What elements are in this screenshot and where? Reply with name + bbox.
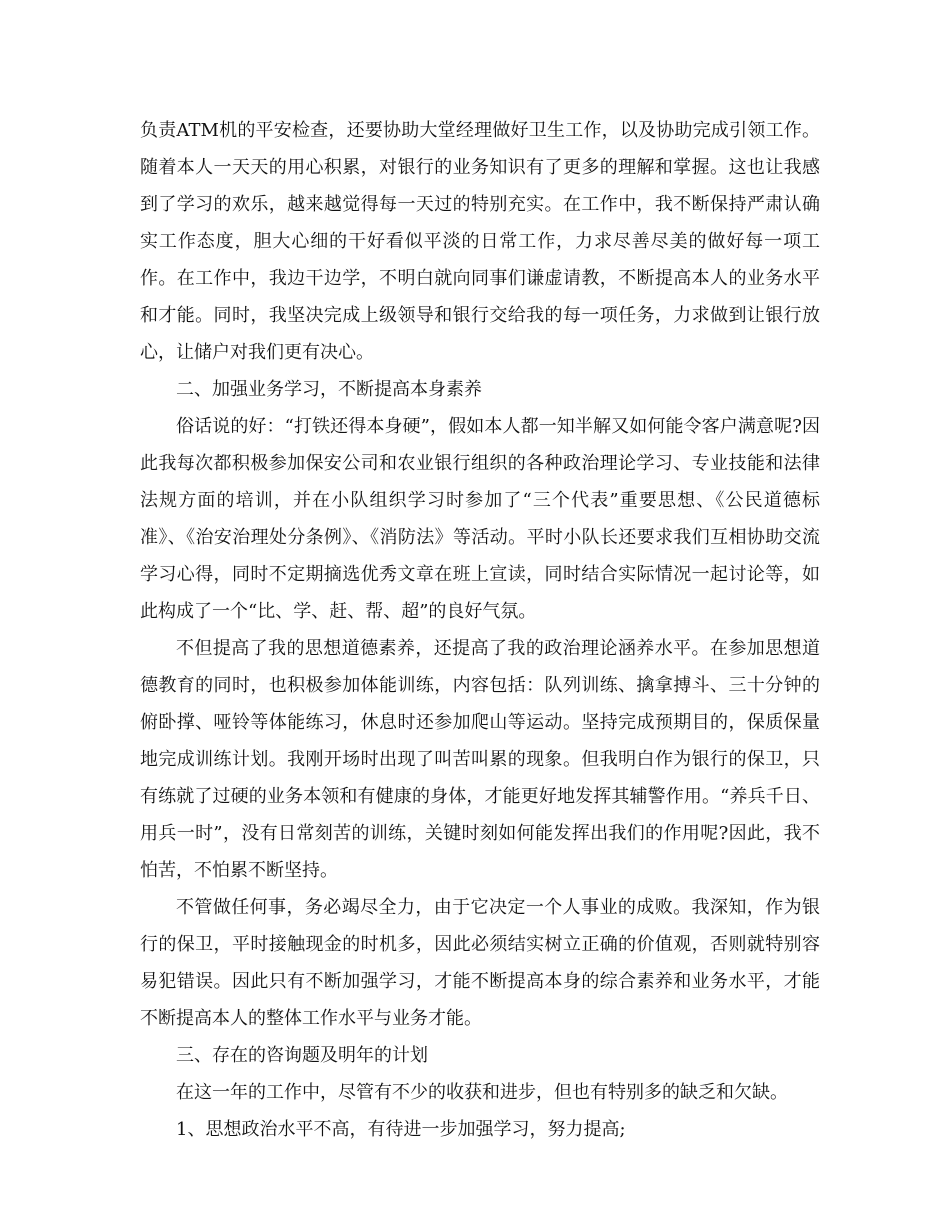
list-item: 1、思想政治水平不高，有待进一步加强学习，努力提高; — [176, 1119, 626, 1140]
paragraph: 不但提高了我的思想道德素养，还提高了我的政治理论涵养水平。在参加思想道德教育的同时，也积极参加体能训练，内容包括：队列训练、擒拿搏斗、三十分钟的俯卧撑、哑铃等体能练习，休息时还参加爬山等运动。坚持完成预期目的，保质保量地完成训练计划。我刚开场时出现了叫苦叫累的现象。但我明白作为银行的保卫，只有练就了过硬的业务本领和有健康的身体，才能更好地发挥其辅警作用。“养兵千日、用兵一时”，没有日常刻苦的训练，关键时刻如何能发挥出我们的作用呢?因此，我不怕苦，不怕累不断坚持。 — [140, 638, 820, 881]
paragraph-continuation: 负责ATM机的平安检查，还要协助大堂经理做好卫生工作，以及协助完成引领工作。随着本人一天天的用心积累，对银行的业务知识有了更多的理解和掌握。这也让我感到了学习的欢乐，越来越觉得每一天过的特别充实。在工作中，我不断保持严肃认确实工作态度，胆大心细的干好看似平淡的日常工作，力求尽善尽美的做好每一项工作。在工作中，我边干边学，不明白就向同事们谦虚请教，不断提高本人的业务水平和才能。同时，我坚决完成上级领导和银行交给我的每一项任务，力求做到让银行放心，让储户对我们更有决心。 — [140, 120, 820, 363]
paragraph: 在这一年的工作中，尽管有不少的收获和进步，但也有特别多的缺乏和欠缺。 — [176, 1082, 788, 1103]
paragraph: 俗话说的好：“打铁还得本身硬”，假如本人都一知半解又如何能令客户满意呢?因此我每次都积极参加保安公司和农业银行组织的各种政治理论学习、专业技能和法律法规方面的培训，并在小队组织学习时参加了“三个代表”重要思想、《公民道德标准》、《治安治理处分条例》、《消防法》等活动。平时小队长还要求我们互相协助交流学习心得，同时不定期摘选优秀文章在班上宣读，同时结合实际情况一起讨论等，如此构成了一个“比、学、赶、帮、超”的良好气氛。 — [140, 416, 820, 622]
section-heading-2: 二、加强业务学习，不断提高本身素养 — [176, 379, 482, 400]
document-body — [140, 112, 820, 1148]
section-heading-3: 三、存在的咨询题及明年的计划 — [176, 1045, 428, 1066]
paragraph: 不管做任何事，务必竭尽全力，由于它决定一个人事业的成败。我深知，作为银行的保卫，平时接触现金的时机多，因此必须结实树立正确的价值观，否则就特别容易犯错误。因此只有不断加强学习，才能不断提高本身的综合素养和业务水平，才能不断提高本人的整体工作水平与业务才能。 — [140, 897, 820, 1029]
